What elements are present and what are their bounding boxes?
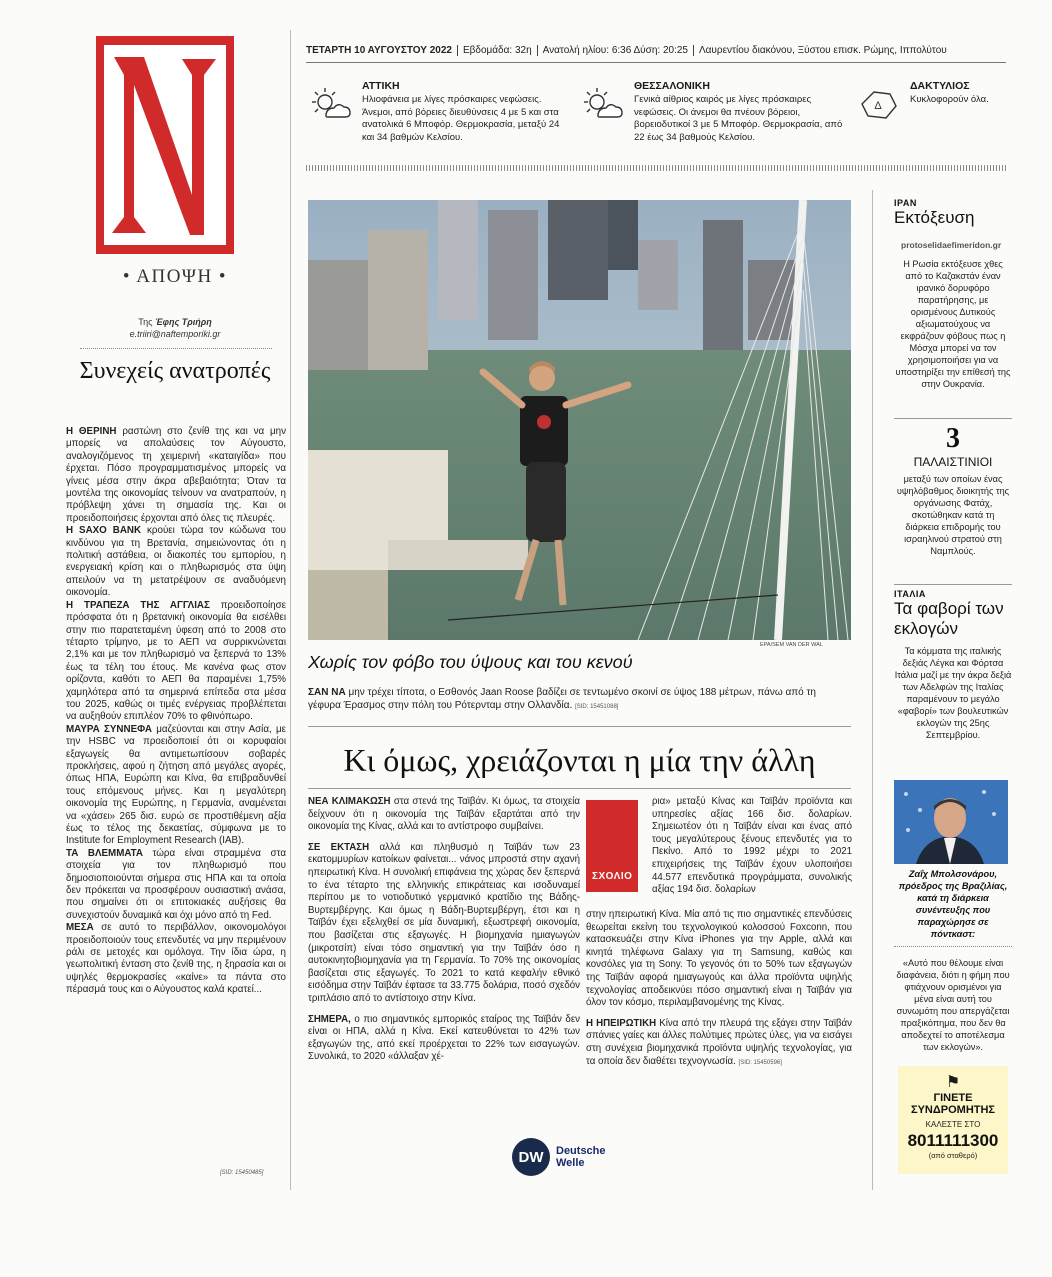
- photo-caption: [308, 686, 851, 714]
- brief-italy: [894, 584, 1012, 741]
- weather-attica: [308, 80, 572, 154]
- dw-line-2: Welle: [556, 1157, 585, 1169]
- byline: [60, 316, 290, 340]
- masthead-logo: [96, 36, 234, 254]
- quote-intro: Ζαΐχ Μπολσονάρου, πρόεδρος της Βραζιλίας, κατά τη διάρκεια συνέντευξης που παραχώρησε σε πόντκαστ:: [898, 869, 1008, 939]
- n-letter-logo-icon: [104, 45, 226, 245]
- brief-text: μεταξύ των οποίων ένας υψηλόβαθμος διοικητής της οργάνωσης Φατάχ, σκοτώθηκαν κατά τη διάρκεια επιδρομής του ισραηλινού στρατού στη Ναμπλούς.: [896, 474, 1010, 556]
- paragraph-lead: ΣΗΜΕΡΑ,: [308, 1013, 351, 1025]
- brief-headline: Εκτόξευση: [894, 208, 975, 227]
- opinion-paragraph: [66, 600, 286, 724]
- paragraph-lead: Η SAXO BANK: [66, 525, 142, 537]
- divider: [308, 788, 851, 789]
- quote-text: «Αυτό που θέλουμε είναι διαφάνεια, διότι η φήμη που φτιάχνουν ορισμένοι για μένα είναι αυτή του συνωμότη που απεργάζεται πραξικόπημα, που δεν θα αποδεχτεί το αποτέλεσμα των εκλογών».: [896, 958, 1010, 1052]
- deutsche-welle-logo: [512, 1138, 606, 1176]
- brief-kicker: ΙΤΑΛΙΑ: [894, 589, 926, 599]
- paragraph-text: σε αυτό το περιβάλλον, οικονομολόγοι προειδοποιούν τους επενδυτές να μην περιμένουν ράλι σε μετοχές και ομόλογα. Την ίδια ώρα, η γεωπολιτική ένταση στο ζενίθ της, η ξηρασία και οι υψηλές θερμοκρασίες «καίνε» τα πάντα στο πέρασμά τους και ο Αύγουστος καλά κρατεί...: [66, 922, 286, 996]
- paragraph-lead: Η ΗΠΕΙΡΩΤΙΚΗ: [586, 1017, 657, 1029]
- paragraph-text: μαζεύονται και στην Ασία, με την HSBC να προειδοποιεί ότι οι κορυφαίοι εξαγωγείς θα αντιμετωπίσουν σοβαρές προκλήσεις, αφού η ζήτηση από μεγάλες αγορές, όπως ΗΠΑ, Ευρώπη και Κίνα, θα επιβραδυνθεί τους επόμενους μήνες. Και η μεγαλύτερη οικονομία της Ευρώπης, η Γερμανία, αναμένεται να «χάσει» 265 δισ. ευρώ σε προστιθέμενη αξία έως το τέλος της δεκαετίας, σύμφωνα με το Institute for Employment Research (IAB).: [66, 723, 286, 847]
- photo-credit: EPA/SEM VAN DER WAL: [760, 642, 823, 648]
- divider: [306, 62, 1006, 63]
- caption-text: μην τρέχει τίποτα, ο Εσθονός Jaan Roose βαδίζει σε τεντωμένο σκοινί σε ύψος 188 μέτρων, πάνω από τη γέφυρα Έρασμος στην πόλη του Ρότερνταμ στην Ολλανδία.: [308, 687, 816, 711]
- opinion-paragraph: [66, 426, 286, 525]
- article-column-2: [586, 909, 852, 1077]
- brief-palestinians: [894, 418, 1012, 557]
- subscribe-phone[interactable]: 8011111300: [907, 1131, 999, 1150]
- paragraph-lead: ΤΑ ΒΛΕΜΜΑΤΑ: [66, 847, 143, 859]
- paragraph-text: κρούει τώρα τον κώδωνα του κινδύνου για τη Βρετανία, σημειώνοντας ότι η πολιτική αστάθεια, οι διακοπές του εμπορίου, η ενεργειακή κρίση και ο πληθωρισμός στα ύψη απειλούν να τη μετατρέψουν σε αναδυόμενη οικονομία.: [66, 525, 286, 599]
- article-title: Κι όμως, χρειάζονται η μία την άλλη: [343, 742, 816, 778]
- paragraph-text: Κίνα από την πλευρά της εξάγει στην Ταϊβάν σπάνιες γαίες και άλλες πολύτιμες πρώτες ύλες, για να εισάγει στη συνέχεια βιομηχανικά προϊόντα υψηλής τεχνολογίας, για τα οποία δεν διαθέτει τεχνογνωσία.: [586, 1017, 852, 1067]
- opinion-paragraph: [66, 525, 286, 599]
- newspaper-reader-icon: ⚑: [945, 1074, 961, 1091]
- byline-email[interactable]: e.triiri@naftemporiki.gr: [129, 329, 221, 339]
- paragraph-text: στα στενά της Ταϊβάν. Κι όμως, τα στοιχεία δείχνουν ότι η οικονομία της Ταϊβάν εξαρτάται από την οικονομία της Κίνας, αλλά και το αντίστροφο συμβαίνει.: [308, 796, 580, 833]
- sid-code: [SID: 15450485]: [220, 1170, 264, 1176]
- weather-text: Κυκλοφορούν όλα.: [910, 94, 989, 105]
- opinion-column: [60, 30, 290, 1230]
- paragraph-text: τώρα είναι στραμμένα στα στοιχεία για τον πληθωρισμό που δημοσιοποιούνται σήμερα στις ΗΠΑ και τα οποία δεν πρόκειται να προσφέρουν ουσιαστική ανάσα, που σημαίνει ότι οι επιτοκιακές αυξήσεις θα συνεχιστούν δυναμικά και όχι μόνο από τη Fed.: [66, 847, 286, 921]
- column-divider: [290, 30, 291, 1190]
- sid-code: [SID: 15451088]: [575, 704, 619, 710]
- dw-circle-icon: DW: [512, 1138, 550, 1176]
- traffic-ring: [856, 80, 1006, 154]
- paragraph-lead: ΝΕΑ ΚΛΙΜΑΚΩΣΗ: [308, 796, 391, 807]
- paragraph-lead: Η ΤΡΑΠΕΖΑ ΤΗΣ ΑΓΓΛΙΑΣ: [66, 599, 210, 611]
- brief-subhead: ΠΑΛΑΙΣΤΙΝΙΟΙ: [913, 455, 993, 469]
- article-paragraph: [308, 1014, 580, 1064]
- article-paragraph: [308, 796, 580, 834]
- paragraph-lead: Η ΘΕΡΙΝΗ: [66, 426, 117, 437]
- brief-text: Τα κόμματα της ιταλικής δεξιάς Λέγκα και Φόρτσα Ιτάλια μαζί με την άκρα δεξιά των Αδελφών της Ιταλίας παραμένουν το μεγάλο «φαβορί» των βουλευτικών εκλογών της 25ης Σεπτεμβρίου.: [894, 646, 1012, 740]
- weather-text: Γενικά αίθριος καιρός με λίγες πρόσκαιρες νεφώσεις. Οι άνεμοι θα πνέουν βόρειοι, βορειοδυτικοί 3 με 5 Μποφόρ. Θερμοκρασία, από 22 έως 34 βαθμούς Κελσίου.: [634, 94, 843, 143]
- main-photo: [308, 200, 851, 640]
- decorative-stripe: [306, 165, 1006, 171]
- tightrope-walker-photo: [308, 200, 851, 640]
- opinion-paragraph: [66, 922, 286, 996]
- photo-title: Χωρίς τον φόβο του ύψους και του κενού: [308, 652, 633, 672]
- comment-label-box: [586, 800, 638, 892]
- paragraph-text: ραστώνη στο ζενίθ της και να μην μπορείς να απολαύσεις τον Αύγουστο, αναλογιζόμενος τη χειμερινή «καταιγίδα» που έρχεται. Πόσο προγραμματισμένος μπορείς να γίνεις μέσα στην άκρα αβεβαιότητα; Όταν τα μοντέλα της οικονομίας τείνουν να ανατραπούν, η πρόβλεψη χάνει τη σημασία της. Και οι προειδοποιήσεις έρχονται από όλες τις πλευρές.: [66, 426, 287, 524]
- paragraph-lead: ΜΕΣΑ: [66, 922, 94, 934]
- bolsonaro-quote: [894, 868, 1012, 1053]
- caption-lead: ΣΑΝ ΝΑ: [308, 687, 346, 698]
- comment-label: ΣΧΟΛΙΟ: [592, 871, 633, 882]
- brief-kicker: ΙΡΑΝ: [894, 198, 917, 208]
- opinion-paragraph: [66, 848, 286, 922]
- weather-thessaloniki: [580, 80, 842, 154]
- divider: [308, 726, 851, 727]
- name-days: Λαυρεντίου διακόνου, Ξύστου επισκ. Ρώμης, Ιππολύτου: [698, 45, 947, 56]
- subscribe-line-2: ΣΥΝΔΡΟΜΗΤΗΣ: [910, 1104, 996, 1116]
- article-column-1: [308, 796, 580, 1072]
- subscribe-box[interactable]: [898, 1066, 1008, 1174]
- column-divider: [872, 190, 873, 1190]
- article-paragraph: στην ηπειρωτική Κίνα. Μία από τις πιο σημαντικές επενδύσεις θεωρείται εκείνη του τεχνολογικού κολοσσού Foxconn, που κατασκευάζει στην Κίνα iPhones για την Apple, αλλά και κινητά τηλέφωνα Galaxy για τη Samsung, καθώς και κονσόλες για τη Sony. Το γεγονός ότι το 50% των εξαγωγών της Ταϊβάν αφορά ημιαγωγούς και άλλα προϊόντα υψηλής τεχνολογίας αποδεικνύει πόσο σημαντική είναι η Ταϊβάν για όλον τον κόσμο, περιλαμβανομένης της Κίνας.: [586, 909, 852, 1009]
- paragraph-text: αλλά και πληθυσμό η Ταϊβάν των 23 εκατομμυρίων κατοίκων φαίνεται... νάνος μπροστά στην αχανή ηπειρωτική Κίνα. Η συνολική επιφάνεια της χώρας δεν ξεπερνά το ένα τέταρτο της ελληνικής επικράτειας και ισοδυναμεί περίπου με το νοτιοδυτικό γερμανικό κρατίδιο της Βάδης-Βυρτεμβέργης. Και όμως η Βάδη-Βυρτεμβέργη, έτσι και η Ταϊβάν έχει εξελιχθεί σε μία δυναμική, εξωστρεφή οικονομία, που βασίζεται στις εξαγωγές. Η βιομηχανία ημιαγωγών (μικροτσίπ) είναι τόσο σημαντική για την Ταϊβάν όσο η αυτοκινητοβιομηχανία για τη Γερμανία. Το 70% της οικονομίας βασίζεται στις εξαγωγές. Το 2021 το κατά κεφαλήν εθνικό εισόδημα στην Ταϊβάν έφτασε τα 33.775 δολάρια, ποσό σχεδόν τριπλάσιο από το αντίστοιχο στην Κίνα.: [308, 841, 580, 1004]
- paragraph-lead: ΜΑΥΡΑ ΣΥΝΝΕΦΑ: [66, 723, 152, 735]
- opinion-body: [66, 426, 286, 997]
- brief-iran: [894, 198, 1012, 390]
- weather-text: Ηλιοφάνεια με λίγες πρόσκαιρες νεφώσεις. Άνεμοι, από βόρειες διευθύνσεις 4 με 5 και στα ανατολικά 6 Μποφόρ. Θερμοκρασία, μεταξύ 24 και 34 βαθμών Κελσίου.: [362, 94, 560, 143]
- weather-region: ΔΑΚΤΥΛΙΟΣ: [910, 80, 970, 92]
- paragraph-text: προειδοποίησε πρόσφατα ότι η βρετανική οικονομία θα εισέλθει στην πιο παρατεταμένη ύφεση από το 2008 στο τέταρτο τρίμηνο, με το ΑΕΠ να συρρικνώνεται 2,1% και με τον πληθωρισμό να ξεπερνά το 13% έως τα τέλη του έτους. Με κανένα φως στον ορίζοντα, καθότι το ΑΕΠ θα παραμένει 1,75% χαμηλότερα από τα σημερινά επίπεδα στα μέσα του 2025, καθώς οι τιμές ενέργειας προβλέπεται να αυξηθούν επιπλέον 70% το φθινόπωρο.: [66, 599, 286, 723]
- sid-code: [SID: 15450596]: [738, 1059, 782, 1066]
- weather-region: ΑΤΤΙΚΗ: [362, 80, 400, 92]
- portrait-image: [894, 780, 1008, 864]
- brief-text: Η Ρωσία εκτόξευσε χθες από το Καζακστάν έναν ιρανικό δορυφόρο παρατήρησης, με ορισμένους Δυτικούς αξιωματούχους να εκφράζουν φόβους πως η Μόσχα μπορεί να τον χρησιμοποιήσει για να υποστηρίξει την επίθεσή της στην Ουκρανία.: [895, 259, 1011, 389]
- byline-prefix: Της: [138, 317, 153, 327]
- partly-cloudy-icon: [308, 86, 352, 124]
- watermark: protoselidaefimeridon.gr: [901, 240, 1002, 250]
- article-paragraph: [586, 1018, 852, 1069]
- subscribe-line-1: ΓΙΝΕΤΕ: [933, 1092, 973, 1104]
- brief-headline: Τα φαβορί των εκλογών: [894, 599, 1004, 638]
- big-number: 3: [946, 423, 960, 454]
- bolsonaro-portrait: [894, 780, 1008, 864]
- sunrise-sunset: Ανατολή ηλίου: 6:36 Δύση: 20:25: [538, 45, 694, 56]
- date-bar: [306, 45, 1006, 56]
- paragraph-lead: ΣΕ ΕΚΤΑΣΗ: [308, 841, 370, 853]
- opinion-title: Συνεχείς ανατροπές: [79, 358, 271, 384]
- svg-text:Δ: Δ: [874, 100, 882, 112]
- weather-region: ΘΕΣΣΑΛΟΝΙΚΗ: [634, 80, 710, 92]
- partly-cloudy-icon: [580, 86, 624, 124]
- dw-wordmark: [556, 1145, 606, 1169]
- paragraph-text: ο πιο σημαντικός εμπορικός εταίρος της Ταϊβάν δεν είναι οι ΗΠΑ, αλλά η Κίνα. Εκεί κατευθύνεται το 42% των εξαγωγών της, από εκεί προέρχεται το 22% των εισαγωγών. Συνολικά, το 2020 «άλλαξαν χέ-: [308, 1013, 580, 1063]
- article-paragraph: [308, 842, 580, 1006]
- byline-author: Έφης Τριήρη: [155, 317, 212, 327]
- divider: [80, 348, 272, 349]
- article-column-2-top: ρια» μεταξύ Κίνας και Ταϊβάν προϊόντα και υπηρεσίες αξίας 166 δισ. δολαρίων. Σημειωτέον ότι η Ταϊβάν είναι και ένας από τους μεγαλύτερους ξένους επενδυτές για το Πεκίνο. Από το 1992 μέχρι το 2021 επιχειρήσεις της Ταϊβάν έχουν υλοποιήσει 44.577 επενδυτικά προγράμματα, συνολικής αξίας 194 δισ. δολαρίων: [652, 796, 852, 896]
- subscribe-call: ΚΑΛΕΣΤΕ ΣΤΟ: [925, 1120, 981, 1129]
- dw-line-1: Deutsche: [556, 1145, 606, 1157]
- date: ΤΕΤΑΡΤΗ 10 ΑΥΓΟΥΣΤΟΥ 2022: [306, 45, 458, 56]
- week-number: Εβδομάδα: 32η: [458, 45, 538, 56]
- ring-road-sign-icon: [856, 86, 900, 124]
- subscribe-note: (από σταθερό): [928, 1151, 978, 1160]
- opinion-paragraph: [66, 724, 286, 848]
- section-name: • ΑΠΟΨΗ •: [122, 266, 228, 287]
